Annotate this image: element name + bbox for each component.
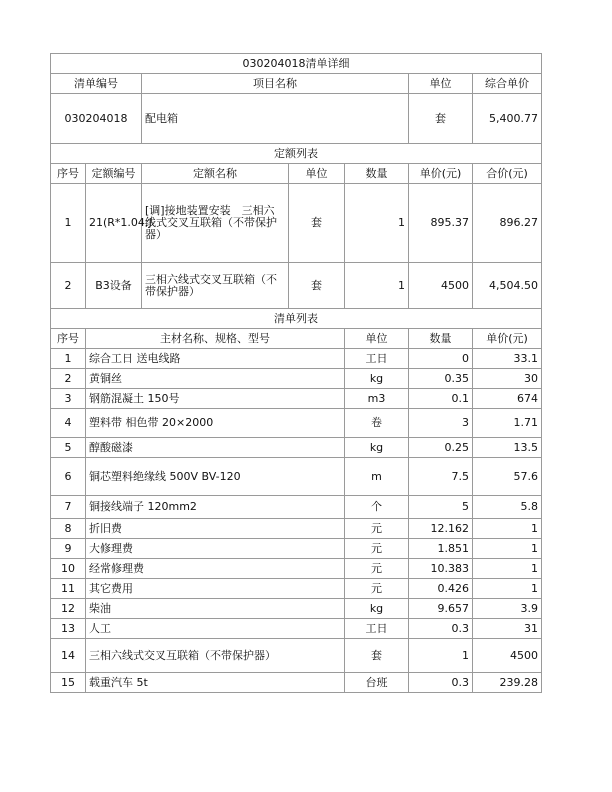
material-qty: 5 (409, 496, 473, 519)
materials-row (51, 559, 542, 579)
quota-code: 21(R*1.04;J (86, 184, 142, 263)
quota-no: 2 (51, 263, 86, 309)
material-no: 6 (51, 458, 86, 496)
material-qty: 0.25 (409, 438, 473, 458)
material-qty: 3 (409, 409, 473, 438)
material-qty: 12.162 (409, 519, 473, 539)
materials-header-price: 单价(元) (473, 329, 542, 349)
header-project-name: 项目名称 (142, 74, 409, 94)
quota-header-name: 定额名称 (142, 164, 289, 184)
quota-qty: 1 (345, 263, 409, 309)
materials-row (51, 496, 542, 519)
material-qty: 7.5 (409, 458, 473, 496)
bill-info-row (51, 94, 542, 144)
material-name: 塑料带 相色带 20×2000 (86, 409, 345, 438)
materials-row (51, 579, 542, 599)
material-unit: kg (345, 599, 409, 619)
materials-section-title: 清单列表 (51, 309, 542, 329)
material-name: 柴油 (86, 599, 345, 619)
material-name: 黄铜丝 (86, 369, 345, 389)
material-price: 1 (473, 539, 542, 559)
bill-title-row (51, 54, 542, 74)
material-qty: 9.657 (409, 599, 473, 619)
material-unit: m3 (345, 389, 409, 409)
bill-unit: 套 (409, 94, 473, 144)
materials-row (51, 349, 542, 369)
material-price: 1 (473, 519, 542, 539)
quota-price: 895.37 (409, 184, 473, 263)
material-name: 三相六线式交叉互联箱（不带保护器） (86, 639, 345, 673)
material-no: 2 (51, 369, 86, 389)
material-unit: 元 (345, 559, 409, 579)
material-name: 醇酸磁漆 (86, 438, 345, 458)
materials-header-row (51, 329, 542, 349)
material-no: 11 (51, 579, 86, 599)
quota-price: 4500 (409, 263, 473, 309)
material-price: 4500 (473, 639, 542, 673)
material-no: 13 (51, 619, 86, 639)
material-price: 1.71 (473, 409, 542, 438)
materials-row (51, 539, 542, 559)
material-no: 15 (51, 673, 86, 693)
material-qty: 10.383 (409, 559, 473, 579)
material-price: 13.5 (473, 438, 542, 458)
material-unit: kg (345, 369, 409, 389)
material-price: 3.9 (473, 599, 542, 619)
material-price: 1 (473, 559, 542, 579)
materials-row (51, 519, 542, 539)
material-price: 1 (473, 579, 542, 599)
material-name: 其它费用 (86, 579, 345, 599)
material-no: 7 (51, 496, 86, 519)
bill-name: 配电箱 (142, 94, 409, 144)
material-unit: m (345, 458, 409, 496)
material-unit: 元 (345, 579, 409, 599)
material-unit: 元 (345, 539, 409, 559)
materials-row (51, 599, 542, 619)
material-no: 4 (51, 409, 86, 438)
material-unit: 元 (345, 519, 409, 539)
header-bill-code: 清单编号 (51, 74, 142, 94)
material-qty: 0.35 (409, 369, 473, 389)
material-name: 经常修理费 (86, 559, 345, 579)
material-no: 9 (51, 539, 86, 559)
material-no: 14 (51, 639, 86, 673)
materials-row (51, 639, 542, 673)
materials-row (51, 458, 542, 496)
quota-qty: 1 (345, 184, 409, 263)
materials-row (51, 438, 542, 458)
quota-header-qty: 数量 (345, 164, 409, 184)
quota-header-row (51, 164, 542, 184)
quota-section-title: 定额列表 (51, 144, 542, 164)
material-unit: 工日 (345, 349, 409, 369)
material-qty: 1 (409, 639, 473, 673)
materials-section-row (51, 309, 542, 329)
header-unit-price: 综合单价 (473, 74, 542, 94)
materials-row (51, 369, 542, 389)
quota-unit: 套 (289, 263, 345, 309)
material-name: 铜芯塑料绝缘线 500V BV-120 (86, 458, 345, 496)
material-price: 33.1 (473, 349, 542, 369)
bill-detail-table (50, 53, 542, 693)
material-unit: 台班 (345, 673, 409, 693)
materials-row (51, 619, 542, 639)
material-name: 钢筋混凝土 150号 (86, 389, 345, 409)
quota-code: B3设备 (86, 263, 142, 309)
material-qty: 1.851 (409, 539, 473, 559)
material-price: 5.8 (473, 496, 542, 519)
quota-unit: 套 (289, 184, 345, 263)
quota-section-row (51, 144, 542, 164)
material-unit: 个 (345, 496, 409, 519)
material-no: 8 (51, 519, 86, 539)
bill-unit-price: 5,400.77 (473, 94, 542, 144)
material-qty: 0.3 (409, 673, 473, 693)
quota-row (51, 263, 542, 309)
material-unit: 套 (345, 639, 409, 673)
materials-row (51, 673, 542, 693)
materials-header-name: 主材名称、规格、型号 (86, 329, 345, 349)
material-name: 铜接线端子 120mm2 (86, 496, 345, 519)
quota-header-price: 单价(元) (409, 164, 473, 184)
material-qty: 0.1 (409, 389, 473, 409)
materials-header-unit: 单位 (345, 329, 409, 349)
quota-row (51, 184, 542, 263)
material-name: 人工 (86, 619, 345, 639)
materials-header-qty: 数量 (409, 329, 473, 349)
quota-name: [调]接地装置安装 三相六线式交叉互联箱（不带保护器） (142, 184, 289, 263)
material-no: 3 (51, 389, 86, 409)
material-unit: kg (345, 438, 409, 458)
quota-total: 896.27 (473, 184, 542, 263)
bill-header-row (51, 74, 542, 94)
material-unit: 卷 (345, 409, 409, 438)
quota-total: 4,504.50 (473, 263, 542, 309)
material-name: 载重汽车 5t (86, 673, 345, 693)
quota-header-unit: 单位 (289, 164, 345, 184)
materials-row (51, 409, 542, 438)
materials-row (51, 389, 542, 409)
material-qty: 0.426 (409, 579, 473, 599)
material-price: 31 (473, 619, 542, 639)
bill-title: 030204018清单详细 (51, 54, 542, 74)
material-name: 大修理费 (86, 539, 345, 559)
header-unit: 单位 (409, 74, 473, 94)
material-no: 12 (51, 599, 86, 619)
material-qty: 0.3 (409, 619, 473, 639)
material-unit: 工日 (345, 619, 409, 639)
material-price: 30 (473, 369, 542, 389)
quota-header-no: 序号 (51, 164, 86, 184)
quota-no: 1 (51, 184, 86, 263)
material-price: 239.28 (473, 673, 542, 693)
quota-header-code: 定额编号 (86, 164, 142, 184)
material-name: 折旧费 (86, 519, 345, 539)
quota-header-total: 合价(元) (473, 164, 542, 184)
material-price: 674 (473, 389, 542, 409)
quota-name: 三相六线式交叉互联箱（不带保护器） (142, 263, 289, 309)
material-no: 1 (51, 349, 86, 369)
material-no: 5 (51, 438, 86, 458)
material-price: 57.6 (473, 458, 542, 496)
bill-code: 030204018 (51, 94, 142, 144)
materials-header-no: 序号 (51, 329, 86, 349)
material-name: 综合工日 送电线路 (86, 349, 345, 369)
material-qty: 0 (409, 349, 473, 369)
material-no: 10 (51, 559, 86, 579)
